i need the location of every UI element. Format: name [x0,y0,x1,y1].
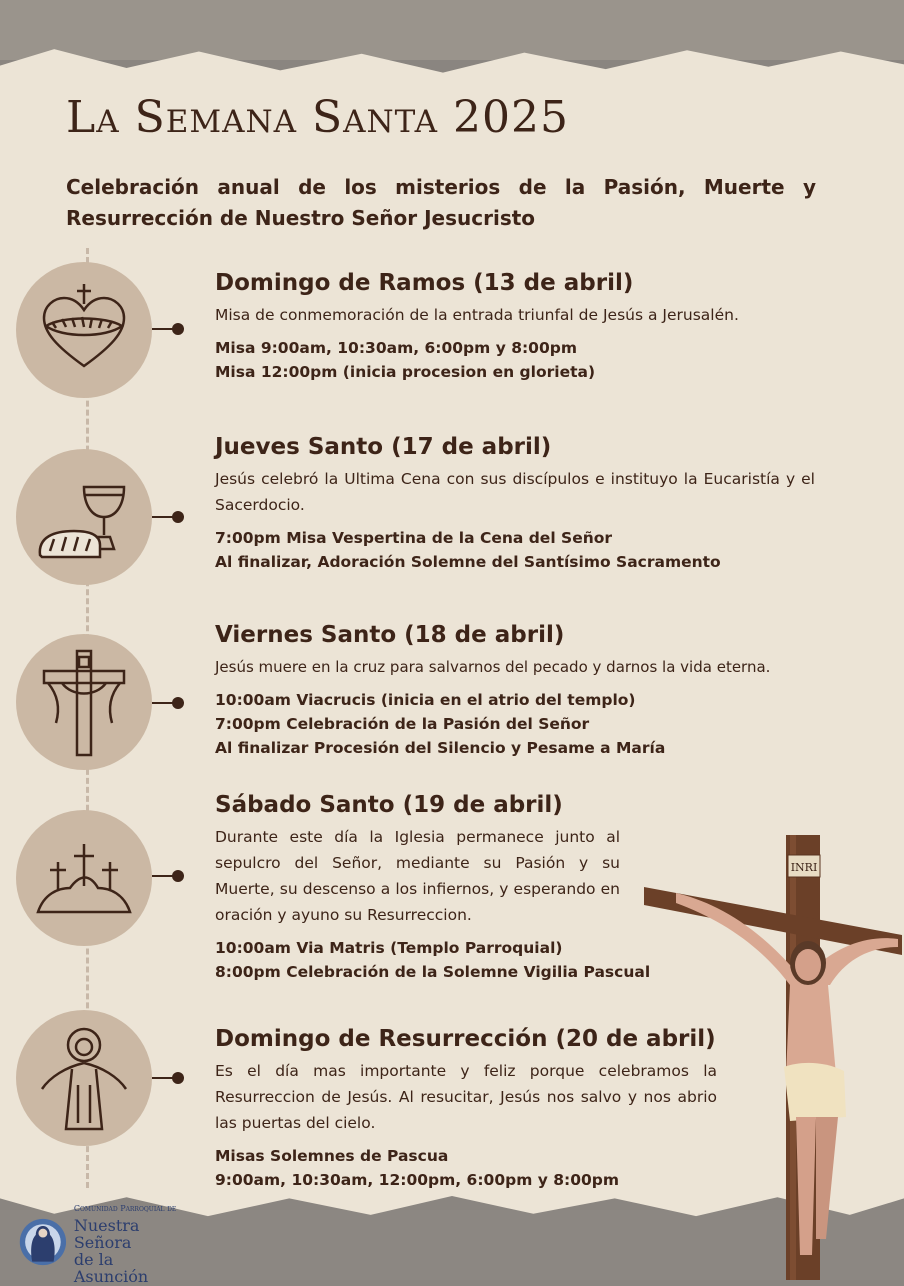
circle-domingo-ramos [16,262,152,398]
timeline-dot [172,323,184,335]
section-title: Viernes Santo (18 de abril) [215,622,565,648]
schedule-line: Al finalizar Procesión del Silencio y Pesame a María [215,739,666,757]
timeline-dot [172,511,184,523]
inri-inscription: INRI [790,861,818,874]
section-description: Jesús celebró la Ultima Cena con sus discípulos e instituyo la Eucaristía y el Sacerdocio. [215,470,815,514]
section-viernes-santo [215,622,835,760]
risen-christ-icon [36,1023,132,1133]
schedule-line: 10:00am Viacrucis (inicia en el atrio del templo) [215,691,636,709]
schedule-line: 9:00am, 10:30am, 12:00pm, 6:00pm y 8:00pm [215,1171,620,1189]
circle-sabado-santo [16,810,152,946]
section-description: Jesús muere en la cruz para salvarnos del pecado y darnos la vida eterna. [215,658,771,676]
logo-text [74,1200,188,1285]
schedule-line: 7:00pm Celebración de la Pasión del Señor [215,715,590,733]
sacred-heart-icon [36,282,132,378]
section-title: Domingo de Ramos (13 de abril) [215,270,634,296]
schedule-line: Misa 9:00am, 10:30am, 6:00pm y 8:00pm [215,339,577,357]
page-subtitle: Celebración anual de los misterios de la Pasión, Muerte y Resurrección de Nuestro Señor Jesucristo [66,175,816,230]
section-description: Durante este día la Iglesia permanece junto al sepulcro del Señor, mediante su Pasión y su Muerte, su descenso a los infiernos, y esperando en oración y ayuno su Resurreccion. [215,828,620,924]
section-title: Jueves Santo (17 de abril) [215,434,552,460]
section-jueves-santo [215,434,815,574]
virgin-mary-icon [18,1214,68,1270]
timeline-dot [172,1072,184,1084]
schedule-line: Misas Solemnes de Pascua [215,1147,449,1165]
section-domingo-ramos [215,270,815,384]
circle-jueves-santo [16,449,152,585]
logo-line-3: de la Asunción [73,1249,149,1286]
section-title: Domingo de Resurrección (20 de abril) [215,1026,716,1052]
circle-viernes-santo [16,634,152,770]
circle-domingo-resurreccion [16,1010,152,1146]
logo-line-1: Comunidad Parroquial de [73,1203,177,1213]
timeline-dot [172,697,184,709]
torn-paper-top [0,0,904,60]
calvary-icon [34,838,134,918]
timeline-dot [172,870,184,882]
schedule-line: Al finalizar, Adoración Solemne del Santísimo Sacramento [215,553,721,571]
section-title: Sábado Santo (19 de abril) [215,792,563,818]
page-title: La Semana Santa 2025 [66,92,569,143]
parish-logo [18,1203,188,1286]
schedule-line: Misa 12:00pm (inicia procesion en glorieta) [215,363,596,381]
section-description: Misa de conmemoración de la entrada triunfal de Jesús a Jerusalén. [215,306,739,324]
cross-shroud-icon [36,647,132,757]
schedule-line: 8:00pm Celebración de la Solemne Vigilia Pascual [215,963,651,981]
section-sabado-santo [215,792,651,984]
chalice-bread-icon [34,469,134,565]
section-description: Es el día mas importante y feliz porque celebramos la Resurreccion de Jesús. Al resucitar, Jesús nos salvo y nos abrio las puertas del cielo. [215,1062,717,1132]
schedule-line: 10:00am Via Matris (Templo Parroquial) [215,939,563,957]
logo-line-2: Nuestra Señora [73,1215,140,1252]
schedule-line: 7:00pm Misa Vespertina de la Cena del Señor [215,529,613,547]
crucifix-image [640,835,904,1280]
